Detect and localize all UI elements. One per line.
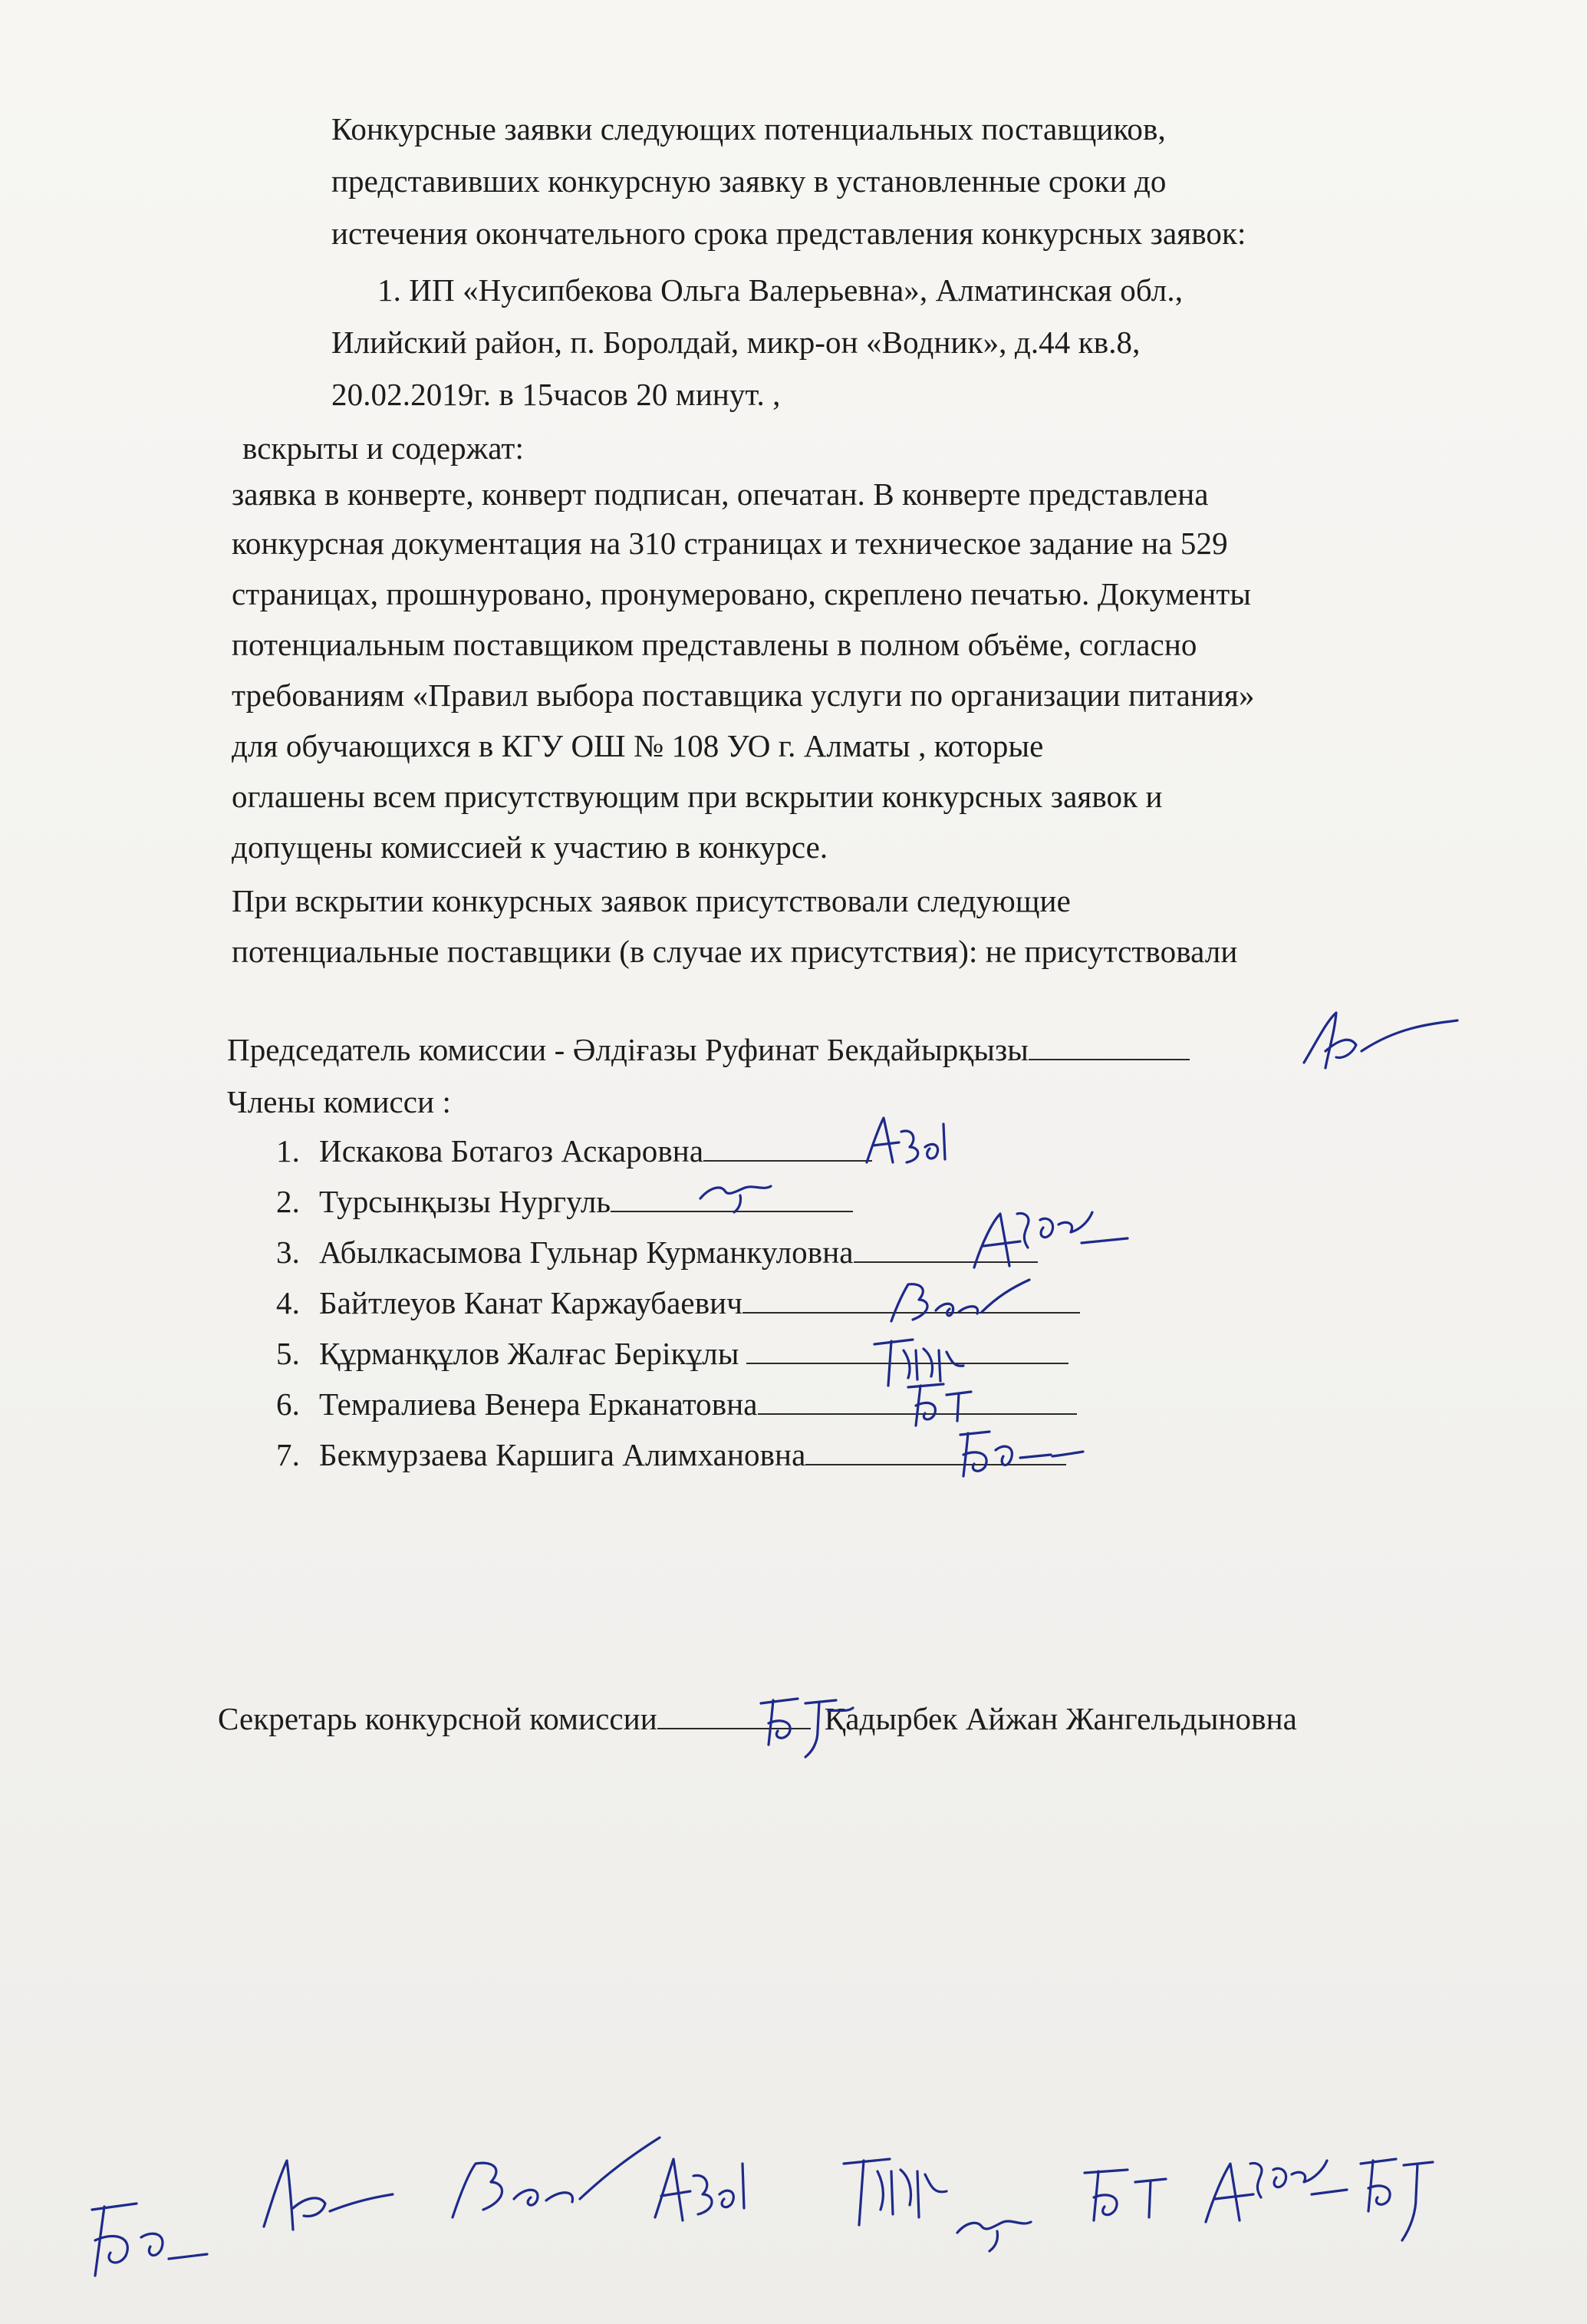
attendance-line-1: При вскрытии конкурсных заявок присутствовали следующие <box>232 883 1071 918</box>
bottom-initial-5 <box>836 2141 951 2240</box>
secretary-signature-blank <box>657 1700 811 1729</box>
contents-line-2: конкурсная документация на 310 страницах и техническое задание на 529 <box>232 526 1228 561</box>
member-row <box>276 1383 1077 1426</box>
member-name: Құрманқұлов Жалғас Берікұлы <box>319 1336 739 1371</box>
member-number: 5. <box>276 1336 300 1371</box>
member-row <box>276 1180 853 1223</box>
member-name: Турсынқызы Нургуль <box>319 1184 611 1219</box>
member-row <box>276 1332 1068 1375</box>
secretary-name: Қадырбек Айжан Жангельдыновна <box>824 1701 1297 1736</box>
member-row <box>276 1231 1038 1274</box>
member-name: Байтлеуов Канат Каржаубаевич <box>319 1285 742 1320</box>
bottom-initial-4 <box>644 2141 759 2240</box>
member-signature-blank <box>758 1386 1077 1415</box>
members-label: Члены комисси : <box>227 1084 451 1119</box>
bottom-initial-7 <box>1074 2156 1181 2240</box>
intro-line-3: истечения окончательного срока представления конкурсных заявок: <box>331 216 1246 251</box>
member-signature-blank <box>854 1234 1038 1263</box>
member-number: 7. <box>276 1437 300 1472</box>
intro-line-1: Конкурсные заявки следующих потенциальных поставщиков, <box>331 111 1166 147</box>
member-number: 2. <box>276 1184 300 1219</box>
contents-line-6: для обучающихся в КГУ ОШ № 108 УО г. Алматы , которые <box>232 728 1044 763</box>
member-signature-blank <box>746 1335 1068 1364</box>
bidder-line-2: Илийский район, п. Боролдай, микр-он «Водник», д.44 кв.8, <box>331 325 1141 360</box>
attendance-line-2: потенциальные поставщики (в случае их присутствия): не присутствовали <box>232 934 1238 969</box>
contents-line-8: допущены комиссией к участию в конкурсе. <box>232 829 828 865</box>
secretary-line <box>218 1697 1297 1740</box>
contents-line-3: страницах, прошнуровано, пронумеровано, скреплено печатью. Документы <box>232 576 1252 611</box>
member-number: 1. <box>276 1133 300 1169</box>
chairman-line <box>227 1028 1190 1071</box>
member-number: 4. <box>276 1285 300 1320</box>
secretary-label: Секретарь конкурсной комиссии <box>218 1701 657 1736</box>
member-row <box>276 1433 1066 1476</box>
bottom-initial-6 <box>951 2202 1043 2256</box>
bidder-line-3: 20.02.2019г. в 15часов 20 минут. , <box>331 377 781 412</box>
member-row <box>276 1129 872 1172</box>
contents-line-4: потенциальным поставщиком представлены в полном объёме, согласно <box>232 627 1197 662</box>
contents-line-1: заявка в конверте, конверт подписан, опечатан. В конверте представлена <box>232 476 1209 512</box>
member-signature-blank <box>742 1284 1080 1314</box>
bottom-initial-9 <box>1350 2141 1450 2256</box>
chairman-text: Председатель комиссии - Әлдіғазы Руфинат Бекдайырқызы <box>227 1032 1029 1067</box>
bottom-initial-1 <box>77 2179 222 2294</box>
chairman-signature-blank <box>1029 1031 1190 1060</box>
member-name: Бекмурзаева Каршига Алимхановна <box>319 1437 806 1472</box>
bottom-initial-8 <box>1197 2141 1350 2240</box>
member-name: Искакова Ботагоз Аскаровна <box>319 1133 704 1169</box>
intro-line-2: представивших конкурсную заявку в установленные сроки до <box>331 163 1167 199</box>
contents-line-7: оглашены всем присутствующим при вскрытии конкурсных заявок и <box>232 779 1163 814</box>
member-signature-blank <box>611 1183 853 1212</box>
member-number: 6. <box>276 1386 300 1422</box>
member-row <box>276 1281 1080 1324</box>
member-1-signature <box>859 1109 959 1178</box>
member-number: 3. <box>276 1235 300 1270</box>
bottom-initial-2 <box>245 2141 399 2248</box>
bidder-line-1: 1. ИП «Нусипбекова Ольга Валерьевна», Алматинская обл., <box>377 272 1184 308</box>
bottom-initial-3 <box>437 2125 667 2248</box>
member-signature-blank <box>703 1132 872 1162</box>
member-name: Темралиева Венера Ерканатовна <box>319 1386 758 1422</box>
member-name: Абылкасымова Гульнар Курманкуловна <box>319 1235 854 1270</box>
chairman-signature <box>1289 997 1465 1082</box>
contents-line-5: требованиям «Правил выбора поставщика услуги по организации питания» <box>232 677 1255 713</box>
member-signature-blank <box>805 1436 1066 1465</box>
opened-label: вскрыты и содержат: <box>242 430 524 466</box>
